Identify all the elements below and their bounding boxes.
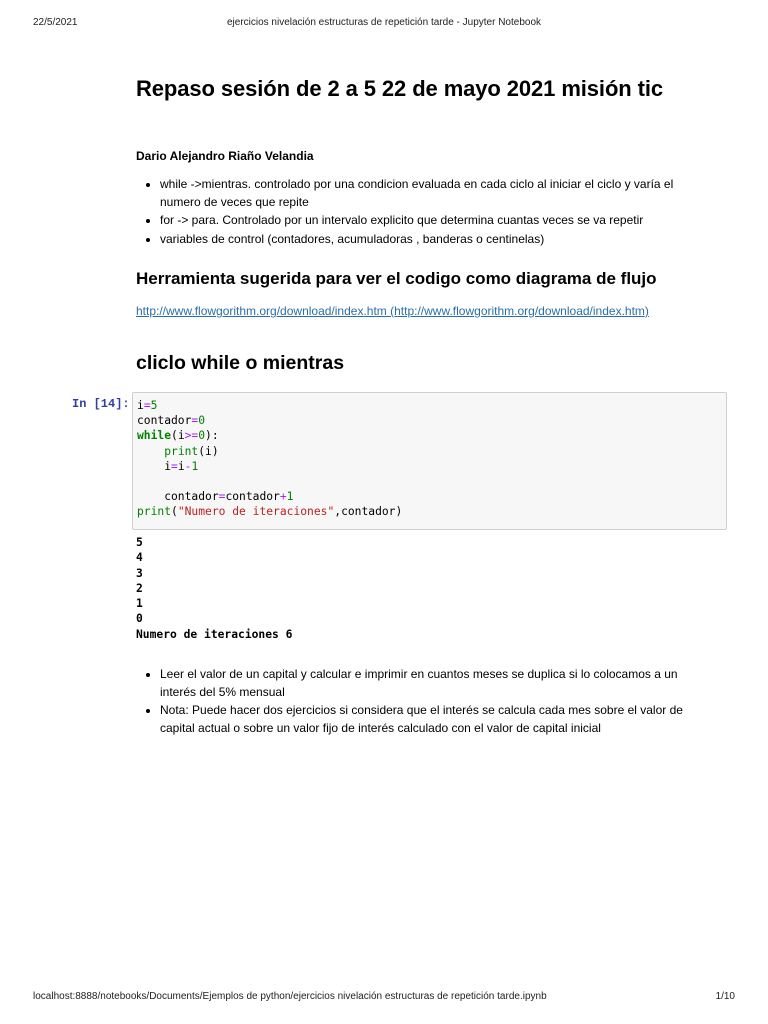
while-heading-cell: [136, 352, 696, 375]
exercise-list: [136, 666, 696, 737]
code-block[interactable]: [137, 398, 402, 520]
intro-list: [136, 176, 696, 248]
output-line: 5: [136, 536, 143, 549]
code-line: contador=0: [137, 414, 206, 428]
intro-list-cell: [136, 176, 696, 249]
while-heading: cliclo while o mientras: [136, 352, 345, 374]
author-cell: [136, 149, 696, 163]
code-cell-editor[interactable]: [132, 392, 727, 530]
code-line: while(i>=0):: [137, 429, 219, 443]
code-line: print(i): [164, 444, 219, 458]
output-line: 1: [136, 597, 143, 611]
input-prompt: In [14]:: [72, 397, 130, 411]
print-date: 22/5/2021: [33, 17, 78, 28]
print-url: localhost:8888/notebooks/Documents/Ejemplos de python/ejercicios nivelación estructuras de repetición tarde.ipynb: [33, 991, 547, 1002]
cell-output: [136, 535, 292, 642]
page-number: 1/10: [715, 991, 735, 1002]
title-cell: [136, 77, 696, 101]
exercise-list-cell: [136, 666, 696, 738]
tool-heading-cell: [136, 269, 696, 289]
list-item: • Nota: Puede hacer dos ejercicios si considera que el interés se calcula cada mes sobre el valor de capital actual o sobre un valor fijo de interés calculado con el valor de capital inicial: [160, 702, 696, 737]
list-item: • Leer el valor de un capital y calcular e imprimir en cuantos meses se duplica si lo colocamos a un interés del 5% mensual: [160, 666, 696, 701]
code-line: i=5: [137, 399, 158, 412]
author-name: Dario Alejandro Riaño Velandia: [136, 149, 314, 163]
list-item: • variables de control (contadores, acumuladoras , banderas o centinelas): [160, 231, 696, 249]
list-item: • while ->mientras. controlado por una condicion evaluada en cada ciclo al iniciar el ciclo y varía el numero de veces que repite: [160, 176, 696, 211]
link-cell: [136, 302, 696, 320]
code-line: i=i-1: [137, 459, 199, 473]
print-header: [0, 17, 768, 33]
output-line: 3: [136, 566, 143, 580]
flowgorithm-link[interactable]: http://www.flowgorithm.org/download/index.htm (http://www.flowgorithm.org/download/index.htm): [136, 304, 649, 318]
code-line: contador=contador+1: [137, 490, 294, 504]
output-line: 2: [136, 581, 143, 595]
notebook-title: Repaso sesión de 2 a 5 22 de mayo 2021 misión tic: [136, 76, 664, 101]
output-line: 4: [136, 551, 143, 565]
list-item: • for -> para. Controlado por un intervalo explicito que determina cuantas veces se va repetir: [160, 212, 696, 230]
output-line: Numero de iteraciones 6: [136, 627, 293, 641]
code-line: print("Numero de iteraciones",contador): [137, 505, 403, 519]
output-line: 0: [136, 612, 143, 626]
print-title: ejercicios nivelación estructuras de repetición tarde - Jupyter Notebook: [226, 17, 542, 28]
tool-heading: Herramienta sugerida para ver el codigo como diagrama de flujo: [136, 269, 657, 288]
